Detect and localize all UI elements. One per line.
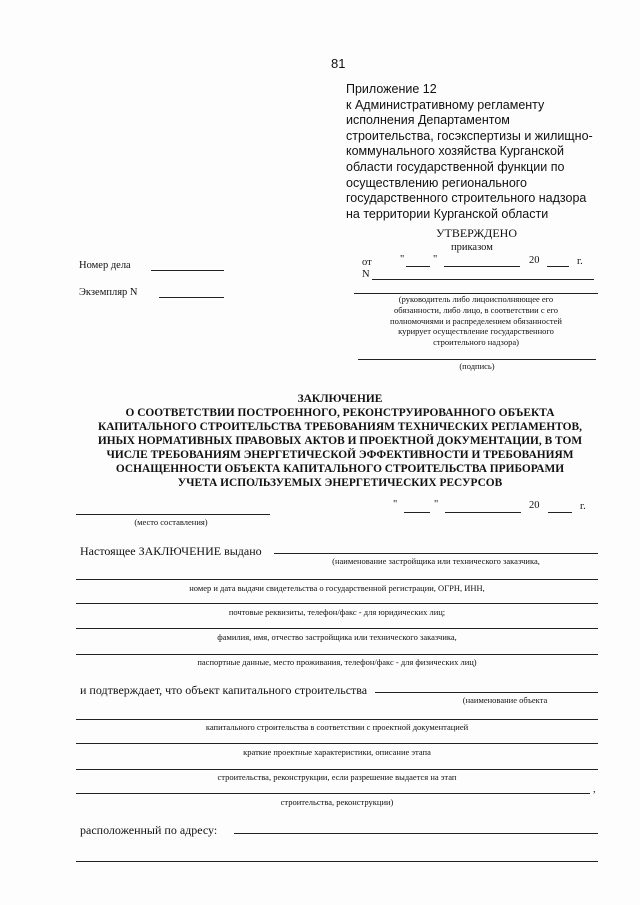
issued-line-4[interactable] [76,628,598,629]
issued-caption-5: паспортные данные, место проживания, телефон/факс - для физических лиц) [197,657,477,667]
issued-label: Настоящее ЗАКЛЮЧЕНИЕ выдано [80,544,262,558]
date-year-line[interactable] [548,512,572,513]
address-line-1[interactable] [234,833,598,834]
object-caption-3: краткие проектные характеристики, описание этапа [243,747,431,757]
approval-day-line[interactable] [406,266,430,267]
approval-head-caption: (руководитель либо лицоисполняющее его обязанности, либо лицо, в соответствии с его полномочиями и распределением обязанностей курирует осуществление государственного строительного надзора) [390,294,562,348]
object-line-3[interactable] [76,743,598,744]
confirms-label: и подтверждает, что объект капитального строительства [80,683,368,697]
approval-quote-close: " [433,254,438,265]
object-caption-4: строительства, реконструкции, если разрешение выдается на этап [217,772,457,782]
title-line: О СООТВЕТСТВИИ ПОСТРОЕННОГО, РЕКОНСТРУИРОВАННОГО ОБЪЕКТА [125,407,555,419]
issued-caption-4: фамилия, имя, отчество застройщика или технического заказчика, [217,632,457,642]
object-caption-5: строительства, реконструкции) [280,797,394,807]
issued-caption-1: (наименование застройщика или технического заказчика, [332,556,540,566]
issued-line-3[interactable] [76,603,598,604]
approval-quote-open: " [400,254,405,265]
issued-line-2[interactable] [76,579,598,580]
approval-title: УТВЕРЖДЕНО [436,226,518,240]
object-caption-1: (наименование объекта [462,695,548,705]
case-number-label: Номер дела [79,260,131,271]
date-month-line[interactable] [445,512,521,513]
object-caption-2: капитального строительства в соответствии с проектной документацией [205,722,469,732]
appendix-block [346,82,593,222]
title-line: УЧЕТА ИСПОЛЬЗУЕМЫХ ЭНЕРГЕТИЧЕСКИХ РЕСУРСОВ [177,477,503,489]
title-line: ОСНАЩЕННОСТИ ОБЪЕКТА КАПИТАЛЬНОГО СТРОИТЕЛЬСТВА ПРИБОРАМИ [115,463,565,475]
address-line-2[interactable] [76,861,598,862]
copy-number-line[interactable] [159,297,224,298]
issued-caption-3: почтовые реквизиты, телефон/факс - для юридических лиц; [228,607,446,617]
address-label: расположенный по адресу: [80,823,218,837]
title-line: КАПИТАЛЬНОГО СТРОИТЕЛЬСТВА ТРЕБОВАНИЯМ ТЕХНИЧЕСКИХ РЕГЛАМЕНТОВ, [98,421,582,433]
appendix-line: области государственной функции по [346,159,565,174]
approval-month-line[interactable] [444,266,520,267]
place-line[interactable] [76,514,270,515]
object-line-5[interactable] [76,793,590,794]
approval-number-label: N [362,269,370,280]
date-quote-close: " [434,499,439,510]
document-title [70,392,610,490]
object-line-4[interactable] [76,769,598,770]
appendix-line: коммунального хозяйства Курганской [346,144,564,159]
case-number-line[interactable] [151,270,224,271]
approval-from-label: от [362,257,372,268]
object-line-2[interactable] [76,719,598,720]
date-year-prefix: 20 [529,500,540,511]
trailing-comma: , [593,784,596,795]
appendix-line: исполнения Департаментом [346,113,510,128]
approval-year-prefix: 20 [529,255,540,266]
appendix-line: Приложение 12 [346,82,437,96]
title-line: ИНЫХ НОРМАТИВНЫХ ПРАВОВЫХ АКТОВ И ПРОЕКТНОЙ ДОКУМЕНТАЦИИ, В ТОМ [97,435,583,447]
place-caption: (место составления) [134,517,208,527]
issued-line-5[interactable] [76,654,598,655]
object-line-1[interactable] [375,692,598,693]
approval-order: приказом [451,242,493,253]
appendix-line: государственного строительного надзора [346,191,587,206]
approval-number-line[interactable] [372,279,594,280]
date-quote-open: " [393,499,398,510]
approval-year-line[interactable] [547,266,569,267]
approval-signature-line[interactable] [358,359,596,360]
date-year-suffix: г. [580,501,586,512]
page-number: 81 [331,56,346,71]
approval-year-suffix: г. [577,256,583,267]
title-line: ЧИСЛЕ ТРЕБОВАНИЯМ ЭНЕРГЕТИЧЕСКОЙ ЭФФЕКТИВНОСТИ И ТРЕБОВАНИЯМ [106,449,574,461]
appendix-line: на территории Курганской области [346,206,549,221]
appendix-line: строительства, госэкспертизы и жилищно- [346,128,593,143]
appendix-line: к Административному регламенту [346,97,545,112]
issued-caption-2: номер и дата выдачи свидетельства о государственной регистрации, ОГРН, ИНН, [189,583,485,593]
appendix-line: осуществлению регионального [346,175,528,190]
date-day-line[interactable] [404,512,430,513]
copy-label: Экземпляр N [79,287,138,298]
issued-line-1[interactable] [274,553,598,554]
title-line: ЗАКЛЮЧЕНИЕ [297,393,383,405]
approval-signature-caption: (подпись) [459,361,495,371]
